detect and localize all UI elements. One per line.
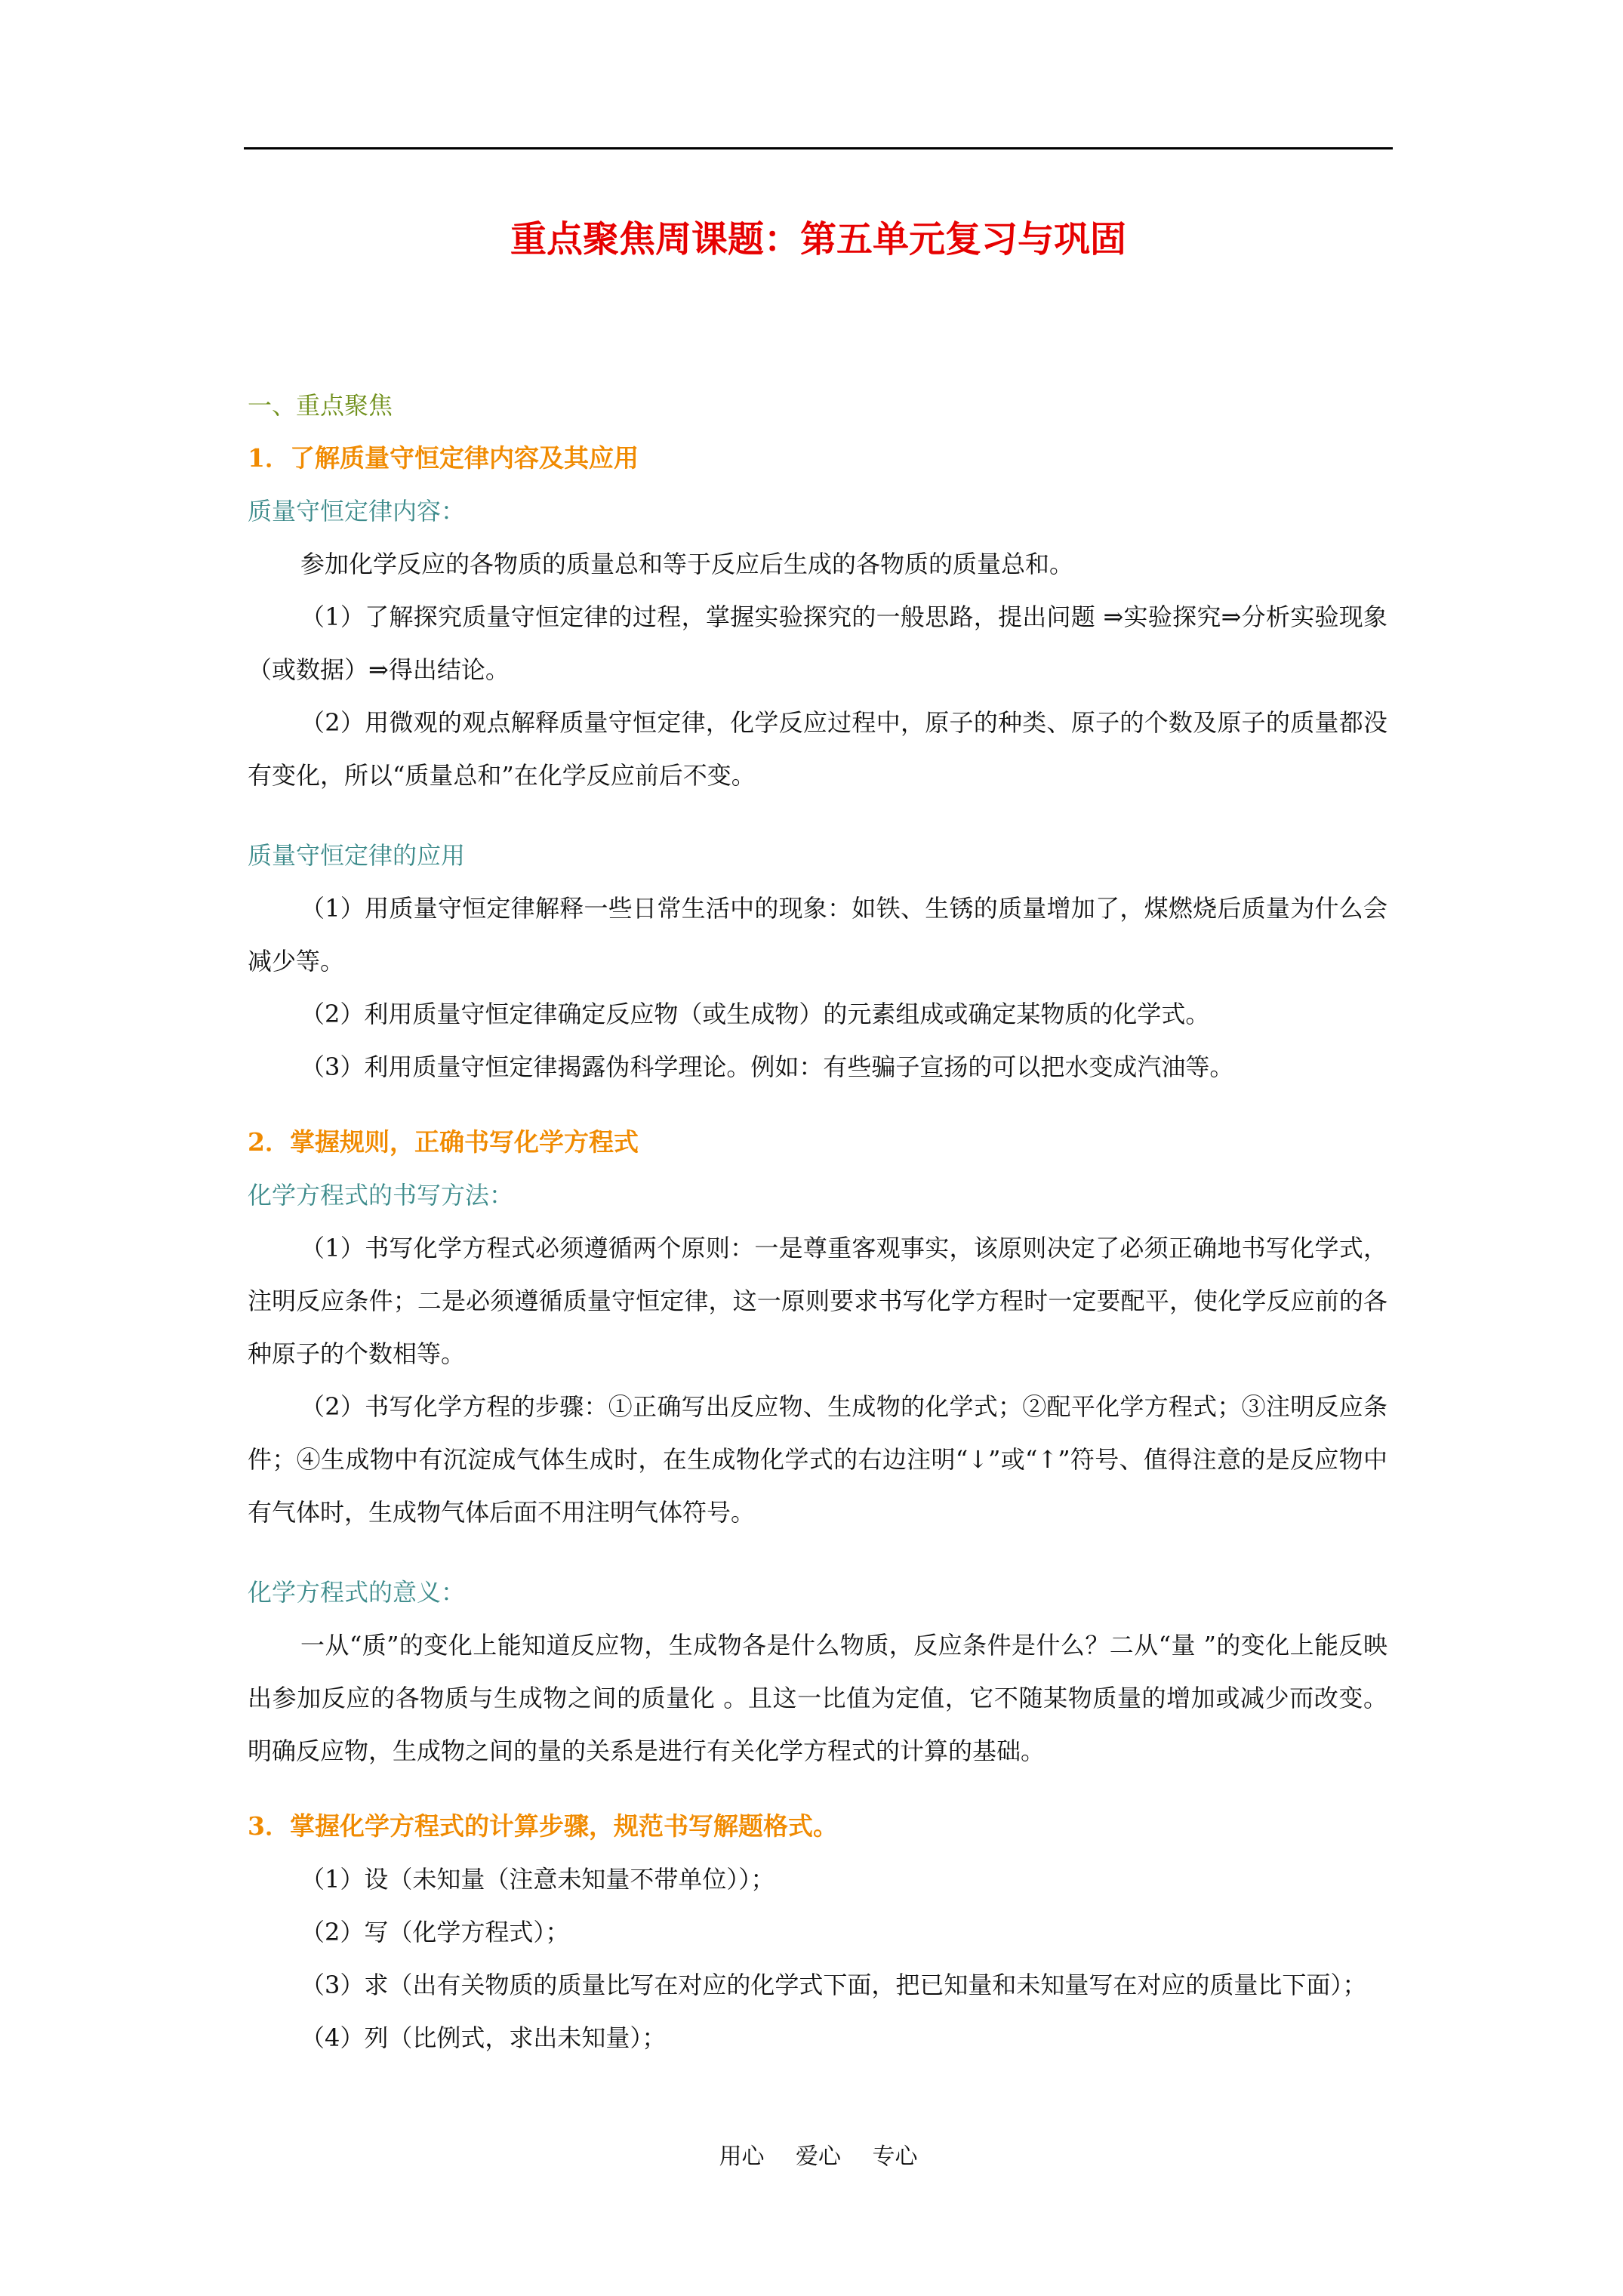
paragraph: （2）书写化学方程的步骤：①正确写出反应物、生成物的化学式；②配平化学方程式；③注明反应条件；④生成物中有沉淀成气体生成时，在生成物化学式的右边注明“↓”或“↑”符号、值得注意的是反应物中有气体时，生成物气体后面不用注明气体符号。: [248, 1392, 1387, 1527]
paragraph: （1）书写化学方程式必须遵循两个原则：一是尊重客观事实，该原则决定了必须正确地书写化学式，注明反应条件；二是必须遵循质量守恒定律，这一原则要求书写化学方程时一定要配平，使化学反应前的各种原子的个数相等。: [248, 1234, 1387, 1368]
footer-item: 爱心: [796, 2143, 841, 2170]
document-body: [248, 379, 1387, 2064]
paragraph: （2）利用质量守恒定律确定反应物（或生成物）的元素组成或确定某物质的化学式。: [300, 1000, 1210, 1028]
page-footer: [244, 2140, 1393, 2174]
topic1-sub1-title: 质量守恒定律内容：: [248, 497, 466, 525]
topic1-heading: 1．了解质量守恒定律内容及其应用: [248, 443, 639, 473]
header-rule: [244, 147, 1393, 149]
footer-item: 专心: [872, 2143, 918, 2170]
topic3-heading: 3．掌握化学方程式的计算步骤，规范书写解题格式。: [248, 1811, 838, 1841]
paragraph: （2）用微观的观点解释质量守恒定律，化学反应过程中，原子的种类、原子的个数及原子的质量都没有变化，所以“质量总和”在化学反应前后不变。: [248, 708, 1387, 790]
page-title: 重点聚焦周课题：第五单元复习与巩固: [510, 218, 1126, 260]
paragraph: 一从“质”的变化上能知道反应物，生成物各是什么物质，反应条件是什么？二从“量 ”的变化上能反映出参加反应的各物质与生成物之间的质量化 。且这一比值为定值，它不随某物质量的增加或减少而改变。明确反应物，生成物之间的量的关系是进行有关化学方程式的计算的基础。: [248, 1631, 1387, 1765]
paragraph: （3）利用质量守恒定律揭露伪科学理论。例如：有些骗子宣扬的可以把水变成汽油等。: [300, 1052, 1234, 1081]
calc-step: （2）写（化学方程式）；: [300, 1918, 570, 1946]
calc-step: （3）求（出有关物质的质量比写在对应的化学式下面，把已知量和未知量写在对应的质量比下面）；: [300, 1971, 1367, 1999]
topic2-sub2-title: 化学方程式的意义：: [248, 1578, 466, 1607]
paragraph: （1）了解探究质量守恒定律的过程，掌握实验探究的一般思路，提出问题 ⇒实验探究⇒分析实验现象（或数据）⇒得出结论。: [248, 603, 1387, 684]
topic2-sub1-title: 化学方程式的书写方法：: [248, 1181, 514, 1210]
footer-item: 用心: [719, 2143, 765, 2170]
topic2-heading: 2．掌握规则，正确书写化学方程式: [248, 1127, 639, 1157]
calc-step: （1）设（未知量（注意未知量不带单位））；: [300, 1865, 775, 1894]
calc-step: （4）列（比例式，求出未知量）；: [300, 2023, 667, 2052]
topic1-sub2-title: 质量守恒定律的应用: [248, 841, 466, 870]
paragraph: （1）用质量守恒定律解释一些日常生活中的现象：如铁、生锈的质量增加了，煤燃烧后质量为什么会减少等。: [248, 894, 1387, 975]
paragraph: 参加化学反应的各物质的质量总和等于反应后生成的各物质的质量总和。: [300, 550, 1074, 578]
section-heading: 一、重点聚焦: [248, 391, 393, 420]
